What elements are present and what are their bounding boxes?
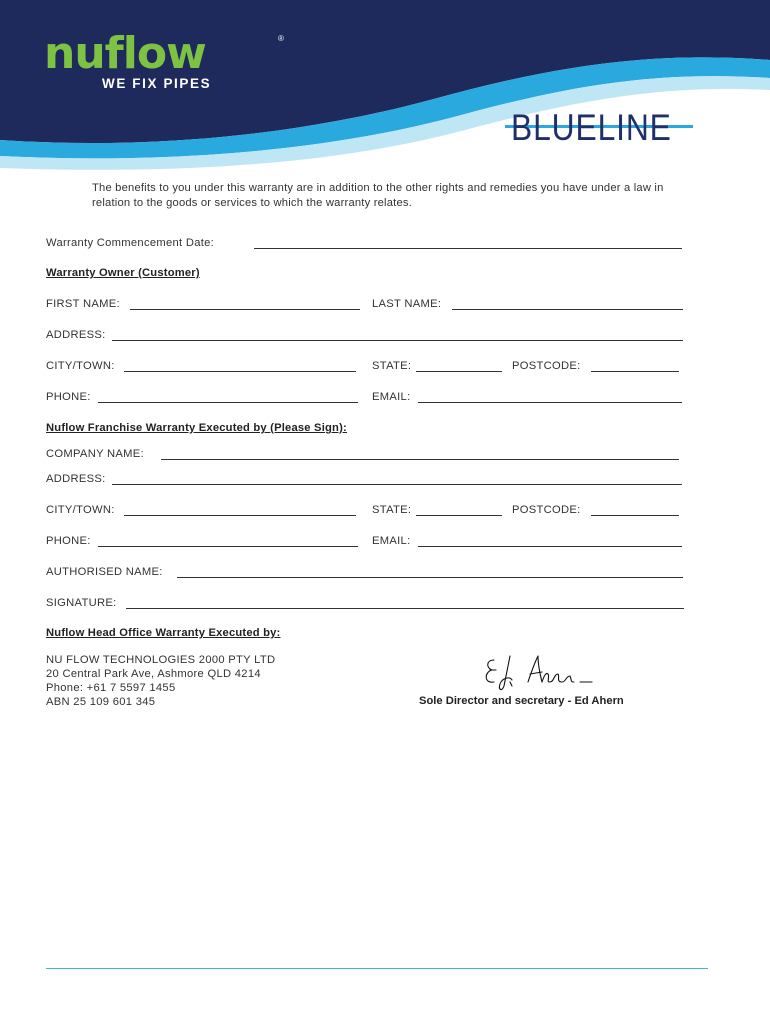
blueline-wordmark: BLUELINE xyxy=(511,107,672,148)
head-office-section-heading: Nuflow Head Office Warranty Executed by: xyxy=(46,627,281,639)
owner-email-label: EMAIL: xyxy=(372,391,411,403)
footer-divider xyxy=(46,968,708,969)
franchise-company-label: COMPANY NAME: xyxy=(46,448,144,460)
owner-city-field[interactable] xyxy=(124,371,356,372)
nuflow-wordmark: nuflow xyxy=(44,28,206,79)
franchise-authorised-name-label: AUTHORISED NAME: xyxy=(46,566,163,578)
franchise-email-label: EMAIL: xyxy=(372,535,411,547)
owner-first-name-label: FIRST NAME: xyxy=(46,298,120,310)
nuflow-tagline: WE FIX PIPES xyxy=(102,76,212,91)
franchise-signature-field[interactable] xyxy=(126,608,684,609)
signature-caption: Sole Director and secretary - Ed Ahern xyxy=(419,695,624,707)
owner-phone-field[interactable] xyxy=(98,402,358,403)
franchise-phone-field[interactable] xyxy=(98,546,358,547)
head-office-details xyxy=(46,653,275,709)
owner-postcode-label: POSTCODE: xyxy=(512,360,581,372)
commencement-date-label: Warranty Commencement Date: xyxy=(46,237,215,249)
owner-address-label: ADDRESS: xyxy=(46,329,106,341)
blueline-logo xyxy=(505,106,695,152)
head-office-phone: Phone: +61 7 5597 1455 xyxy=(46,682,176,694)
franchise-phone-label: PHONE: xyxy=(46,535,91,547)
owner-phone-label: PHONE: xyxy=(46,391,91,403)
franchise-email-field[interactable] xyxy=(418,546,682,547)
intro-text: The benefits to you under this warranty are in addition to the other rights and remedies you have under a law in relation to the goods or services to which the warranty relates. xyxy=(92,182,664,209)
franchise-section-heading: Nuflow Franchise Warranty Executed by (Please Sign): xyxy=(46,422,347,434)
director-signature-image xyxy=(480,652,610,696)
head-office-company: NU FLOW TECHNOLOGIES 2000 PTY LTD xyxy=(46,654,276,666)
franchise-postcode-label: POSTCODE: xyxy=(512,504,581,516)
franchise-state-label: STATE: xyxy=(372,504,412,516)
owner-last-name-label: LAST NAME: xyxy=(372,298,442,310)
franchise-address-field[interactable] xyxy=(112,484,682,485)
owner-state-field[interactable] xyxy=(416,371,502,372)
owner-email-field[interactable] xyxy=(418,402,682,403)
owner-first-name-field[interactable] xyxy=(130,309,360,310)
franchise-address-label: ADDRESS: xyxy=(46,473,106,485)
franchise-signature-label: SIGNATURE: xyxy=(46,597,117,609)
owner-address-field[interactable] xyxy=(112,340,683,341)
head-office-address: 20 Central Park Ave, Ashmore QLD 4214 xyxy=(46,668,261,680)
franchise-postcode-field[interactable] xyxy=(591,515,679,516)
owner-city-label: CITY/TOWN: xyxy=(46,360,115,372)
owner-postcode-field[interactable] xyxy=(591,371,679,372)
nuflow-logo xyxy=(44,28,294,98)
franchise-city-field[interactable] xyxy=(124,515,356,516)
commencement-date-field[interactable] xyxy=(254,248,682,249)
franchise-state-field[interactable] xyxy=(416,515,502,516)
owner-last-name-field[interactable] xyxy=(452,309,683,310)
franchise-city-label: CITY/TOWN: xyxy=(46,504,115,516)
owner-section-heading: Warranty Owner (Customer) xyxy=(46,267,200,279)
registered-mark: ® xyxy=(278,34,284,43)
owner-state-label: STATE: xyxy=(372,360,412,372)
franchise-company-field[interactable] xyxy=(161,459,679,460)
head-office-abn: ABN 25 109 601 345 xyxy=(46,696,156,708)
franchise-authorised-name-field[interactable] xyxy=(177,577,683,578)
